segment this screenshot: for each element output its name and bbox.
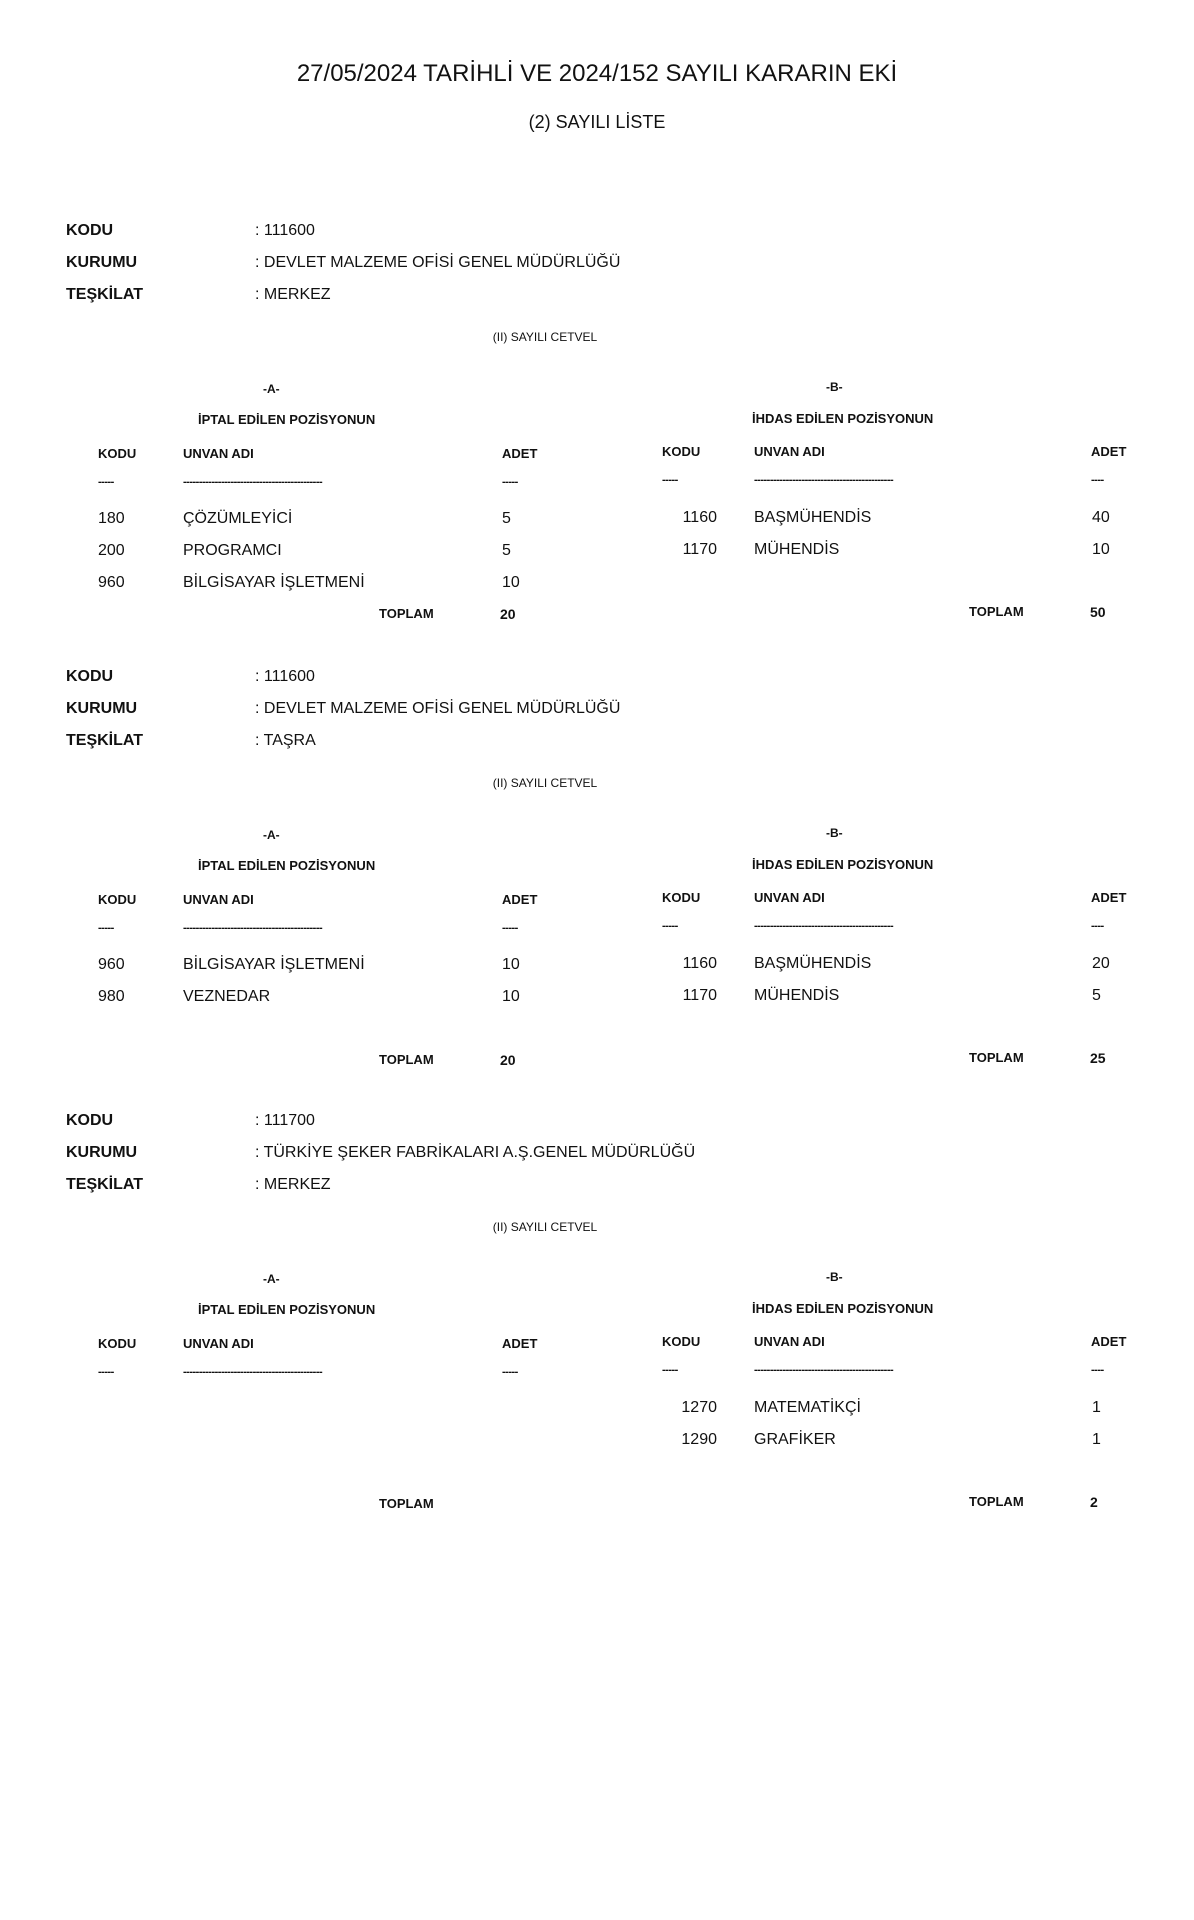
iptal-toplam-label: TOPLAM bbox=[379, 1496, 434, 1511]
ihdas-row-kodu: 1270 bbox=[681, 1399, 717, 1416]
iptal-row-kodu: 960 bbox=[98, 956, 125, 973]
iptal-dash-adet: ----- bbox=[502, 922, 518, 934]
cetvel-title: (II) SAYILI CETVEL bbox=[492, 330, 598, 344]
iptal-row-unvan: VEZNEDAR bbox=[183, 988, 271, 1005]
ihdas-row-adet: 1 bbox=[1092, 1431, 1101, 1448]
ihdas-col-unvan: UNVAN ADI bbox=[754, 1334, 825, 1349]
kodu-value: : 111700 bbox=[255, 1112, 315, 1129]
ihdas-toplam-value: 50 bbox=[1090, 604, 1106, 620]
iptal-toplam-label: TOPLAM bbox=[379, 606, 434, 621]
iptal-row-adet: 10 bbox=[502, 956, 520, 973]
iptal-caption: İPTAL EDİLEN POZİSYONUN bbox=[198, 1302, 376, 1317]
kodu-value: : 111600 bbox=[255, 668, 315, 685]
iptal-col-kodu: KODU bbox=[98, 446, 137, 461]
position-section bbox=[0, 668, 1194, 1088]
ihdas-dash-unvan: -------------------------------------------- bbox=[754, 474, 894, 486]
iptal-row-adet: 5 bbox=[502, 510, 511, 527]
ihdas-row-unvan: BAŞMÜHENDİS bbox=[754, 509, 872, 526]
iptal-row-adet: 5 bbox=[502, 542, 511, 559]
kurumu-label: KURUMU bbox=[66, 1144, 138, 1161]
iptal-toplam-value: 20 bbox=[500, 1052, 516, 1068]
kodu-label: KODU bbox=[66, 1112, 114, 1129]
kurumu-value: : DEVLET MALZEME OFİSİ GENEL MÜDÜRLÜĞÜ bbox=[255, 700, 621, 717]
iptal-dash-unvan: -------------------------------------------- bbox=[183, 476, 323, 488]
section-a-marker: -A- bbox=[263, 382, 280, 396]
iptal-col-adet: ADET bbox=[502, 446, 538, 461]
iptal-row-kodu: 960 bbox=[98, 574, 125, 591]
ihdas-row-kodu: 1160 bbox=[682, 509, 717, 526]
teskilat-label: TEŞKİLAT bbox=[66, 732, 144, 749]
teskilat-label: TEŞKİLAT bbox=[66, 1176, 144, 1193]
ihdas-col-unvan: UNVAN ADI bbox=[754, 890, 825, 905]
ihdas-row-adet: 40 bbox=[1092, 509, 1110, 526]
iptal-dash-kodu: ----- bbox=[98, 922, 114, 934]
ihdas-col-adet: ADET bbox=[1091, 1334, 1127, 1349]
iptal-col-unvan: UNVAN ADI bbox=[183, 1336, 254, 1351]
iptal-caption: İPTAL EDİLEN POZİSYONUN bbox=[198, 858, 376, 873]
ihdas-row-unvan: GRAFİKER bbox=[754, 1431, 836, 1448]
teskilat-label: TEŞKİLAT bbox=[66, 286, 144, 303]
section-b-marker: -B- bbox=[826, 826, 843, 840]
iptal-dash-kodu: ----- bbox=[98, 476, 114, 488]
kurumu-label: KURUMU bbox=[66, 700, 138, 717]
section-a-marker: -A- bbox=[263, 1272, 280, 1286]
ihdas-col-adet: ADET bbox=[1091, 444, 1127, 459]
iptal-row-kodu: 980 bbox=[98, 988, 125, 1005]
document-subtitle: (2) SAYILI LİSTE bbox=[528, 112, 666, 132]
iptal-row-unvan: ÇÖZÜMLEYİCİ bbox=[183, 510, 293, 527]
cetvel-title: (II) SAYILI CETVEL bbox=[492, 1220, 598, 1234]
ihdas-row-unvan: MATEMATİKÇİ bbox=[754, 1399, 861, 1416]
iptal-toplam-label: TOPLAM bbox=[379, 1052, 434, 1067]
ihdas-row-unvan: MÜHENDİS bbox=[754, 987, 840, 1004]
iptal-row-kodu: 180 bbox=[98, 510, 125, 527]
ihdas-row-adet: 1 bbox=[1092, 1399, 1101, 1416]
iptal-toplam-value: 20 bbox=[500, 606, 516, 622]
ihdas-dash-adet: ---- bbox=[1091, 920, 1104, 932]
iptal-dash-kodu: ----- bbox=[98, 1366, 114, 1378]
ihdas-col-unvan: UNVAN ADI bbox=[754, 444, 825, 459]
ihdas-col-kodu: KODU bbox=[662, 1334, 701, 1349]
ihdas-col-kodu: KODU bbox=[662, 890, 701, 905]
iptal-row-unvan: BİLGİSAYAR İŞLETMENİ bbox=[183, 956, 365, 973]
ihdas-row-kodu: 1160 bbox=[682, 955, 717, 972]
kodu-label: KODU bbox=[66, 668, 114, 685]
kodu-label: KODU bbox=[66, 222, 114, 239]
section-b-marker: -B- bbox=[826, 1270, 843, 1284]
iptal-col-kodu: KODU bbox=[98, 892, 137, 907]
kurumu-label: KURUMU bbox=[66, 254, 138, 271]
ihdas-dash-kodu: ----- bbox=[662, 474, 678, 486]
teskilat-value: : MERKEZ bbox=[255, 1176, 331, 1193]
iptal-row-adet: 10 bbox=[502, 574, 520, 591]
ihdas-toplam-value: 25 bbox=[1090, 1050, 1106, 1066]
ihdas-caption: İHDAS EDİLEN POZİSYONUN bbox=[752, 857, 934, 872]
ihdas-row-kodu: 1290 bbox=[681, 1431, 717, 1448]
ihdas-dash-unvan: -------------------------------------------- bbox=[754, 1364, 894, 1376]
ihdas-toplam-label: TOPLAM bbox=[969, 604, 1024, 619]
ihdas-caption: İHDAS EDİLEN POZİSYONUN bbox=[752, 411, 934, 426]
ihdas-dash-adet: ---- bbox=[1091, 1364, 1104, 1376]
iptal-dash-unvan: -------------------------------------------- bbox=[183, 1366, 323, 1378]
ihdas-toplam-value: 2 bbox=[1090, 1494, 1098, 1510]
document-title: 27/05/2024 TARİHLİ VE 2024/152 SAYILI KARARIN EKİ bbox=[296, 60, 898, 87]
iptal-dash-adet: ----- bbox=[502, 476, 518, 488]
iptal-caption: İPTAL EDİLEN POZİSYONUN bbox=[198, 412, 376, 427]
iptal-col-unvan: UNVAN ADI bbox=[183, 446, 254, 461]
iptal-row-adet: 10 bbox=[502, 988, 520, 1005]
kurumu-value: : TÜRKİYE ŞEKER FABRİKALARI A.Ş.GENEL MÜDÜRLÜĞÜ bbox=[255, 1144, 696, 1161]
ihdas-row-unvan: MÜHENDİS bbox=[754, 541, 840, 558]
position-section bbox=[0, 1112, 1194, 1532]
iptal-dash-unvan: -------------------------------------------- bbox=[183, 922, 323, 934]
section-b-marker: -B- bbox=[826, 380, 843, 394]
ihdas-col-adet: ADET bbox=[1091, 890, 1127, 905]
kodu-value: : 111600 bbox=[255, 222, 315, 239]
cetvel-title: (II) SAYILI CETVEL bbox=[492, 776, 598, 790]
ihdas-caption: İHDAS EDİLEN POZİSYONUN bbox=[752, 1301, 934, 1316]
ihdas-row-adet: 20 bbox=[1092, 955, 1110, 972]
ihdas-dash-kodu: ----- bbox=[662, 1364, 678, 1376]
ihdas-row-kodu: 1170 bbox=[682, 541, 717, 558]
position-section bbox=[0, 222, 1194, 642]
ihdas-dash-unvan: -------------------------------------------- bbox=[754, 920, 894, 932]
ihdas-dash-kodu: ----- bbox=[662, 920, 678, 932]
ihdas-row-adet: 5 bbox=[1092, 987, 1101, 1004]
ihdas-toplam-label: TOPLAM bbox=[969, 1050, 1024, 1065]
section-a-marker: -A- bbox=[263, 828, 280, 842]
kurumu-value: : DEVLET MALZEME OFİSİ GENEL MÜDÜRLÜĞÜ bbox=[255, 254, 621, 271]
ihdas-toplam-label: TOPLAM bbox=[969, 1494, 1024, 1509]
iptal-col-adet: ADET bbox=[502, 1336, 538, 1351]
teskilat-value: : TAŞRA bbox=[255, 732, 316, 749]
iptal-row-unvan: BİLGİSAYAR İŞLETMENİ bbox=[183, 574, 365, 591]
iptal-col-kodu: KODU bbox=[98, 1336, 137, 1351]
ihdas-row-unvan: BAŞMÜHENDİS bbox=[754, 955, 872, 972]
ihdas-dash-adet: ---- bbox=[1091, 474, 1104, 486]
ihdas-row-adet: 10 bbox=[1092, 541, 1110, 558]
iptal-col-adet: ADET bbox=[502, 892, 538, 907]
iptal-row-kodu: 200 bbox=[98, 542, 125, 559]
iptal-row-unvan: PROGRAMCI bbox=[183, 542, 282, 559]
ihdas-row-kodu: 1170 bbox=[682, 987, 717, 1004]
iptal-col-unvan: UNVAN ADI bbox=[183, 892, 254, 907]
teskilat-value: : MERKEZ bbox=[255, 286, 331, 303]
ihdas-col-kodu: KODU bbox=[662, 444, 701, 459]
iptal-dash-adet: ----- bbox=[502, 1366, 518, 1378]
